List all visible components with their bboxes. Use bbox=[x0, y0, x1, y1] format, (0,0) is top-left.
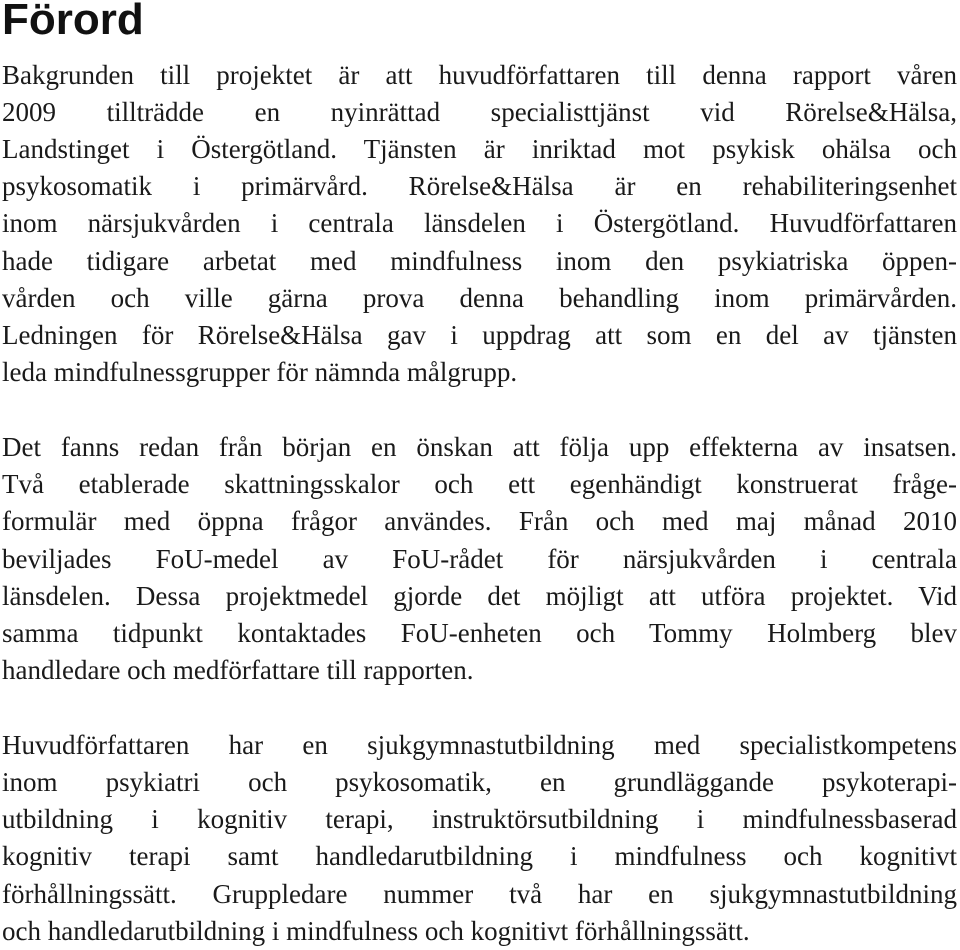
text-line: utbildning i kognitiv terapi, instruktörsutbildning i mindfulnessbaserad bbox=[2, 804, 957, 834]
text-line: Bakgrunden till projektet är att huvudförfattaren till denna rapport våren bbox=[2, 60, 957, 90]
text-line: psykosomatik i primärvård. Rörelse&Hälsa är en rehabiliteringsenhet bbox=[2, 171, 957, 201]
text-line: 2009 tillträdde en nyinrättad specialisttjänst vid Rörelse&Hälsa, bbox=[2, 97, 957, 127]
page-title: Förord bbox=[2, 0, 144, 44]
text-line: vården och ville gärna prova denna behandling inom primärvården. bbox=[2, 283, 957, 313]
text-line: Landstinget i Östergötland. Tjänsten är inriktad mot psykisk ohälsa och bbox=[2, 134, 957, 164]
text-line: handledare och medförfattare till rapporten. bbox=[2, 655, 474, 685]
text-line: kognitiv terapi samt handledarutbildning i mindfulness och kognitivt bbox=[2, 841, 957, 871]
text-line: förhållningssätt. Gruppledare nummer två har en sjukgymnastutbildning bbox=[2, 879, 957, 909]
text-line: hade tidigare arbetat med mindfulness inom den psykiatriska öppen- bbox=[2, 246, 957, 276]
text-line: Huvudförfattaren har en sjukgymnastutbildning med specialistkompetens bbox=[2, 730, 957, 760]
text-line: Det fanns redan från början en önskan att följa upp effekterna av insatsen. bbox=[2, 432, 957, 462]
text-line: formulär med öppna frågor användes. Från och med maj månad 2010 bbox=[2, 506, 957, 536]
text-line: samma tidpunkt kontaktades FoU-enheten och Tommy Holmberg blev bbox=[2, 618, 957, 648]
text-line: länsdelen. Dessa projektmedel gjorde det möjligt att utföra projektet. Vid bbox=[2, 581, 957, 611]
text-line: inom närsjukvården i centrala länsdelen i Östergötland. Huvudförfattaren bbox=[2, 208, 957, 238]
text-line: Två etablerade skattningsskalor och ett egenhändigt konstruerat fråge- bbox=[2, 469, 957, 499]
text-line: beviljades FoU-medel av FoU-rådet för närsjukvården i centrala bbox=[2, 544, 957, 574]
text-line: leda mindfulnessgrupper för nämnda målgrupp. bbox=[2, 357, 518, 387]
text-line: Ledningen för Rörelse&Hälsa gav i uppdrag att som en del av tjänsten bbox=[2, 320, 957, 350]
text-line: inom psykiatri och psykosomatik, en grundläggande psykoterapi- bbox=[2, 767, 957, 797]
text-line: och handledarutbildning i mindfulness och kognitivt förhållningssätt. bbox=[2, 916, 750, 946]
